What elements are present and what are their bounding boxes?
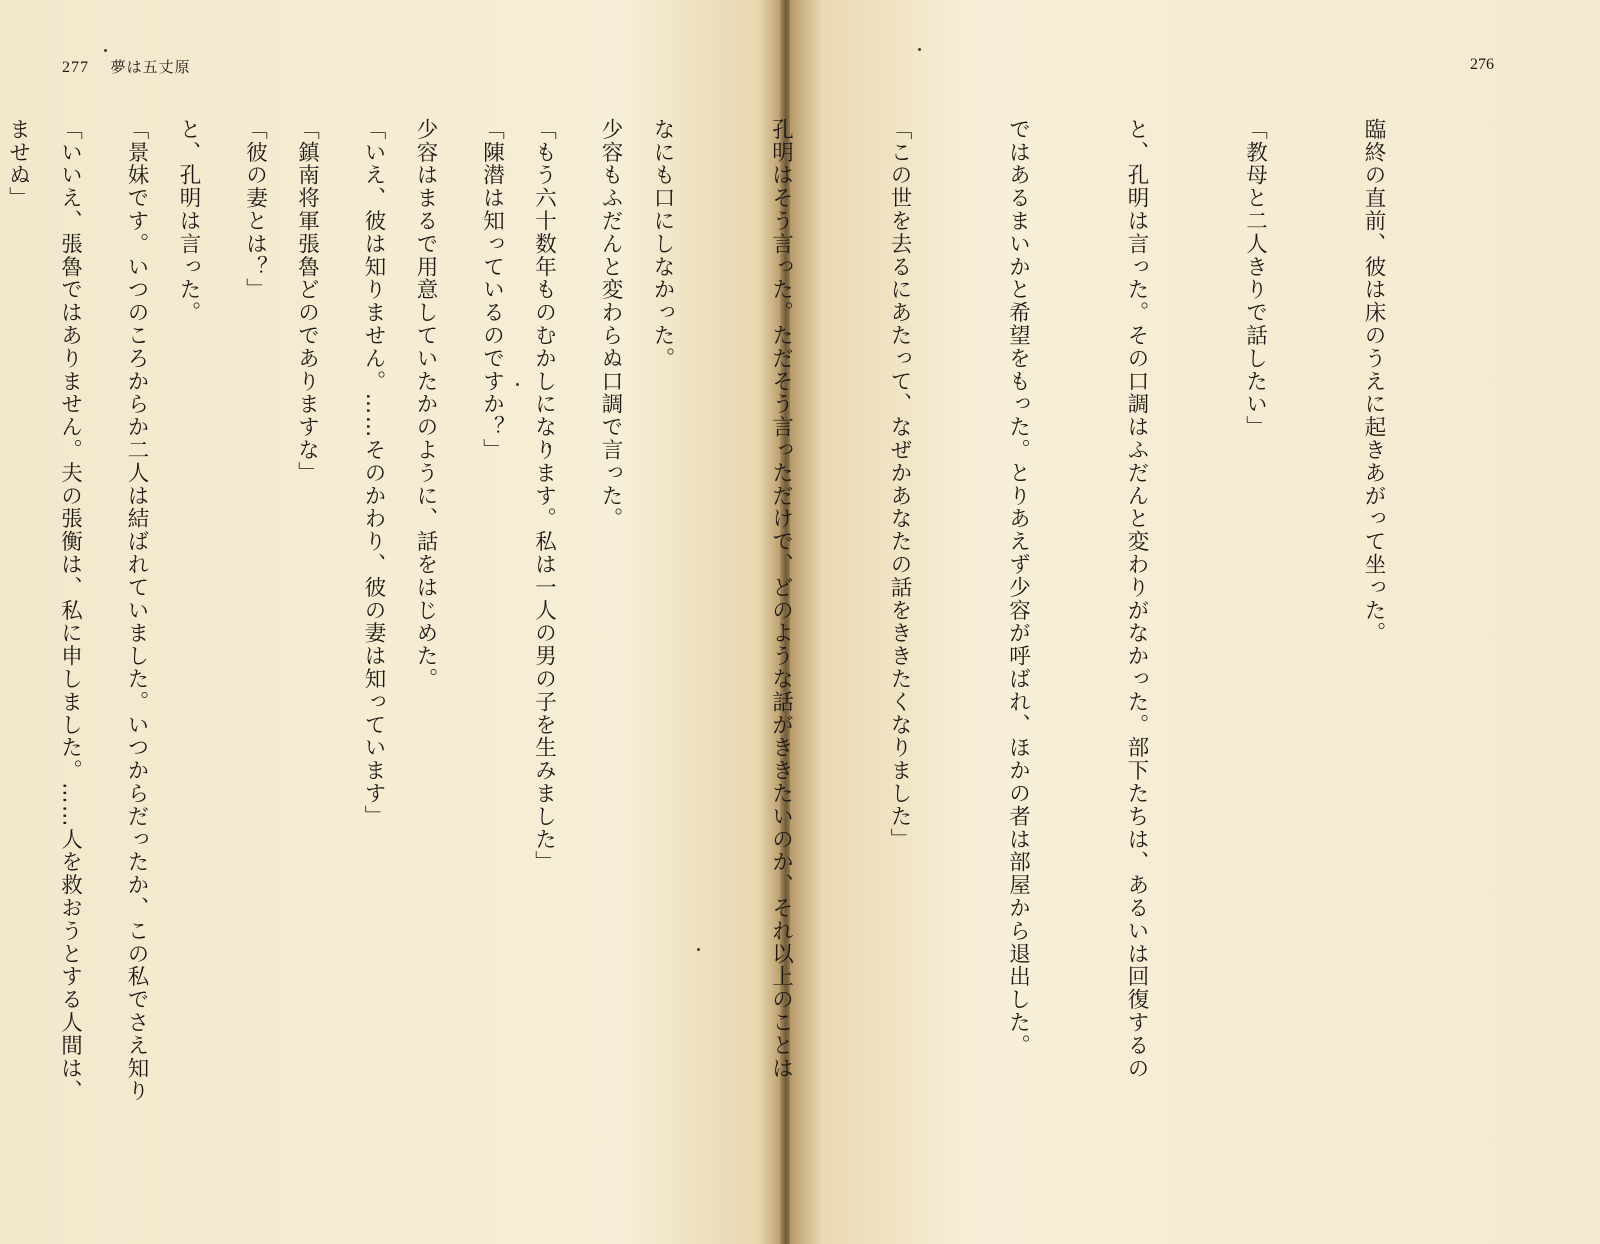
text-line: 「景妹です。いつのころからか二人は結ばれていました。いつからだったか、この私でさえ知り <box>124 118 149 1103</box>
text-line: なにも口にしなかった。 <box>650 118 675 370</box>
text-line: 孔明はそう言った。ただそう言っただけで、どのような話がききたいのか、それ以上のことは <box>768 118 794 1080</box>
text-line: 臨終の直前、彼は床のうえに起きあがって坐った。 <box>1361 118 1386 645</box>
text-line: 「この世を去るにあたって、なぜかあなたの話をききたくなりました」 <box>887 118 912 851</box>
text-line: 「いえ、彼は知りません。……そのかわり、彼の妻は知っています」 <box>361 118 386 828</box>
right-folio: 276 <box>1470 56 1494 73</box>
left-page-header <box>62 56 191 77</box>
paper-speck <box>104 49 107 52</box>
text-line: 少容はまるで用意していたかのように、話をはじめた。 <box>413 118 438 691</box>
text-line: ではあるまいかと希望をもった。とりあえず少容が呼ばれ、ほかの者は部屋から退出した。 <box>1005 118 1031 1057</box>
text-line: 「彼の妻とは？」 <box>242 118 268 302</box>
text-line: と、孔明は言った。 <box>176 118 201 325</box>
text-line: 「鎮南将軍張魯どのでありますな」 <box>294 118 320 485</box>
text-line: 「もう六十数年ものむかしになります。私は一人の男の子を生みました」 <box>531 118 557 874</box>
text-line: 「教母と二人きりで話したい」 <box>1242 118 1268 439</box>
left-folio: 277 <box>62 59 89 76</box>
paper-speck <box>918 48 921 51</box>
right-page-body <box>0 118 1472 1198</box>
text-line: ませぬ」 <box>5 118 31 210</box>
text-line: 「陳潜は知っているのですか？」 <box>479 118 505 462</box>
text-line: と、孔明は言った。その口調はふだんと変わりがなかった。部下たちは、あるいは回復するの <box>1124 118 1149 1080</box>
text-line: 少容もふだんと変わらぬ口調で言った。 <box>598 118 623 531</box>
running-title: 夢は五丈原 <box>110 58 191 76</box>
text-line: 「いいえ、張魯ではありません。夫の張衡は、私に申しました。……人を救おうとする人間は、 <box>57 118 83 1103</box>
